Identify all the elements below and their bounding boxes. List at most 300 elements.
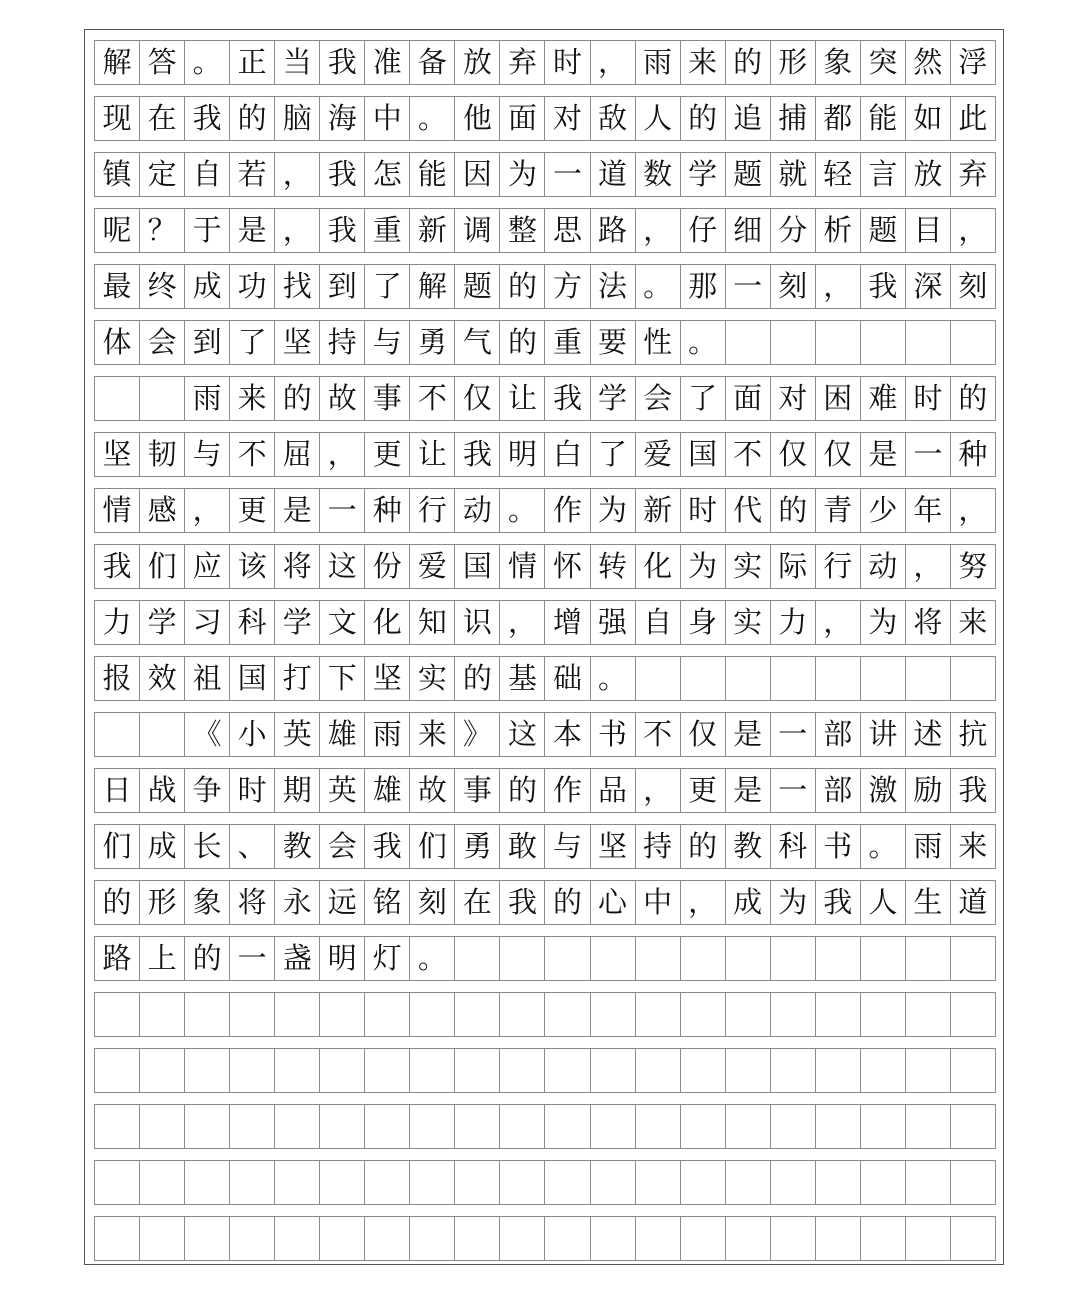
grid-cell: 知 xyxy=(410,601,455,644)
grid-cell: 在 xyxy=(455,881,500,924)
grid-cell: 仅 xyxy=(816,433,861,476)
grid-cell: ， xyxy=(320,433,365,476)
grid-cell: 我 xyxy=(95,545,140,588)
grid-cell: 最 xyxy=(95,265,140,308)
grid-cell: 捕 xyxy=(771,97,816,140)
grid-cell xyxy=(726,1105,771,1148)
grid-cell: 础 xyxy=(545,657,590,700)
grid-cell: 正 xyxy=(230,41,275,84)
grid-cell xyxy=(275,1049,320,1092)
grid-cell xyxy=(95,1049,140,1092)
grid-cell: 远 xyxy=(320,881,365,924)
grid-cell: 韧 xyxy=(140,433,185,476)
grid-cell xyxy=(861,1161,906,1204)
grid-cell: 心 xyxy=(591,881,636,924)
grid-cell: 的 xyxy=(681,825,726,868)
grid-cell: 题 xyxy=(861,209,906,252)
grid-cell: 与 xyxy=(365,321,410,364)
grid-cell: 是 xyxy=(726,769,771,812)
grid-row xyxy=(94,992,996,1037)
grid-cell: 动 xyxy=(861,545,906,588)
grid-cell: 的 xyxy=(500,769,545,812)
grid-cell xyxy=(500,1049,545,1092)
grid-cell xyxy=(275,993,320,1036)
grid-cell: 时 xyxy=(906,377,951,420)
grid-cell: 到 xyxy=(185,321,230,364)
grid-cell xyxy=(816,1217,861,1260)
grid-cell: 是 xyxy=(275,489,320,532)
grid-cell: 放 xyxy=(455,41,500,84)
grid-cell: 期 xyxy=(275,769,320,812)
grid-cell: 于 xyxy=(185,209,230,252)
grid-cell xyxy=(320,993,365,1036)
grid-cell: 仔 xyxy=(681,209,726,252)
grid-cell: 雨 xyxy=(906,825,951,868)
grid-cell xyxy=(545,1217,590,1260)
grid-cell: 体 xyxy=(95,321,140,364)
grid-cell: 一 xyxy=(545,153,590,196)
grid-cell: 。 xyxy=(681,321,726,364)
grid-cell: 法 xyxy=(591,265,636,308)
grid-cell xyxy=(636,657,681,700)
grid-row xyxy=(94,1104,996,1149)
grid-row xyxy=(94,656,996,701)
grid-cell: ？ xyxy=(140,209,185,252)
grid-cell: 为 xyxy=(500,153,545,196)
grid-cell: 。 xyxy=(410,937,455,980)
grid-cell: 整 xyxy=(500,209,545,252)
grid-cell: 的 xyxy=(726,41,771,84)
grid-cell: 分 xyxy=(771,209,816,252)
grid-cell: 是 xyxy=(726,713,771,756)
grid-cell xyxy=(636,1161,681,1204)
grid-cell: 习 xyxy=(185,601,230,644)
grid-cell: 面 xyxy=(726,377,771,420)
grid-cell: 因 xyxy=(455,153,500,196)
grid-cell: 仅 xyxy=(771,433,816,476)
grid-cell: 国 xyxy=(681,433,726,476)
grid-cell: 我 xyxy=(951,769,996,812)
grid-cell: 一 xyxy=(726,265,771,308)
grid-cell xyxy=(771,937,816,980)
grid-cell: 故 xyxy=(320,377,365,420)
grid-cell: 重 xyxy=(365,209,410,252)
grid-cell xyxy=(861,1105,906,1148)
grid-cell: 对 xyxy=(771,377,816,420)
grid-cell: 细 xyxy=(726,209,771,252)
grid-cell: 人 xyxy=(636,97,681,140)
grid-cell: 会 xyxy=(140,321,185,364)
grid-cell: 强 xyxy=(591,601,636,644)
grid-cell: 坚 xyxy=(275,321,320,364)
grid-cell: 脑 xyxy=(275,97,320,140)
grid-cell xyxy=(95,1217,140,1260)
grid-cell: 雨 xyxy=(185,377,230,420)
grid-cell xyxy=(771,993,816,1036)
grid-cell: 的 xyxy=(185,937,230,980)
grid-cell: 基 xyxy=(500,657,545,700)
grid-cell xyxy=(545,1161,590,1204)
grid-cell xyxy=(951,937,996,980)
grid-cell xyxy=(951,1105,996,1148)
grid-cell: 言 xyxy=(861,153,906,196)
grid-cell: 教 xyxy=(275,825,320,868)
grid-cell: 呢 xyxy=(95,209,140,252)
grid-cell: 力 xyxy=(95,601,140,644)
grid-cell: 目 xyxy=(906,209,951,252)
grid-cell xyxy=(95,1105,140,1148)
grid-cell xyxy=(140,377,185,420)
grid-cell: 是 xyxy=(230,209,275,252)
grid-cell: 。 xyxy=(500,489,545,532)
grid-cell xyxy=(951,1049,996,1092)
grid-cell: 教 xyxy=(726,825,771,868)
grid-cell: 《 xyxy=(185,713,230,756)
grid-cell: 数 xyxy=(636,153,681,196)
grid-cell: 困 xyxy=(816,377,861,420)
grid-cell: 祖 xyxy=(185,657,230,700)
grid-cell: 生 xyxy=(906,881,951,924)
grid-cell: 重 xyxy=(545,321,590,364)
grid-cell: 持 xyxy=(320,321,365,364)
grid-cell: 海 xyxy=(320,97,365,140)
grid-cell xyxy=(906,1161,951,1204)
grid-cell xyxy=(681,937,726,980)
grid-cell: 一 xyxy=(320,489,365,532)
grid-cell: 化 xyxy=(365,601,410,644)
grid-cell: 象 xyxy=(816,41,861,84)
grid-cell: 效 xyxy=(140,657,185,700)
grid-cell: 思 xyxy=(545,209,590,252)
grid-cell: 的 xyxy=(230,97,275,140)
grid-cell xyxy=(861,657,906,700)
grid-cell: 突 xyxy=(861,41,906,84)
grid-cell: 仅 xyxy=(681,713,726,756)
grid-cell: 我 xyxy=(500,881,545,924)
grid-cell: 力 xyxy=(771,601,816,644)
grid-cell: 来 xyxy=(951,825,996,868)
grid-row xyxy=(94,488,996,533)
grid-cell: 上 xyxy=(140,937,185,980)
grid-cell: 的 xyxy=(455,657,500,700)
grid-cell: 的 xyxy=(545,881,590,924)
grid-cell: 我 xyxy=(185,97,230,140)
grid-cell xyxy=(771,1105,816,1148)
grid-cell: 更 xyxy=(230,489,275,532)
grid-cell: 实 xyxy=(726,545,771,588)
grid-cell xyxy=(275,1105,320,1148)
grid-cell: 象 xyxy=(185,881,230,924)
grid-cell xyxy=(951,657,996,700)
grid-cell xyxy=(230,1161,275,1204)
grid-cell: 那 xyxy=(681,265,726,308)
grid-cell: ， xyxy=(591,41,636,84)
grid-cell: 雄 xyxy=(320,713,365,756)
grid-cell: 争 xyxy=(185,769,230,812)
grid-cell: 学 xyxy=(140,601,185,644)
grid-cell: 年 xyxy=(906,489,951,532)
grid-cell: 坚 xyxy=(365,657,410,700)
grid-cell: 国 xyxy=(230,657,275,700)
grid-cell: 形 xyxy=(771,41,816,84)
grid-row xyxy=(94,936,996,981)
grid-cell xyxy=(636,1217,681,1260)
grid-cell: 学 xyxy=(275,601,320,644)
grid-cell: ， xyxy=(951,209,996,252)
grid-cell xyxy=(185,1049,230,1092)
grid-cell: 》 xyxy=(455,713,500,756)
grid-cell xyxy=(410,1049,455,1092)
grid-cell: 浮 xyxy=(951,41,996,84)
grid-cell: 爱 xyxy=(410,545,455,588)
grid-cell: 我 xyxy=(365,825,410,868)
grid-cell: ， xyxy=(500,601,545,644)
grid-cell: 刻 xyxy=(951,265,996,308)
grid-cell xyxy=(861,993,906,1036)
grid-cell xyxy=(320,1161,365,1204)
grid-cell: 弃 xyxy=(500,41,545,84)
grid-row xyxy=(94,152,996,197)
grid-cell: 敢 xyxy=(500,825,545,868)
grid-cell: 国 xyxy=(455,545,500,588)
grid-cell xyxy=(365,1049,410,1092)
grid-cell: 文 xyxy=(320,601,365,644)
grid-cell xyxy=(365,1217,410,1260)
grid-cell: ， xyxy=(185,489,230,532)
grid-cell xyxy=(906,1217,951,1260)
grid-cell: 人 xyxy=(861,881,906,924)
grid-cell xyxy=(410,1161,455,1204)
grid-cell: 对 xyxy=(545,97,590,140)
grid-cell xyxy=(140,1217,185,1260)
grid-cell: 方 xyxy=(545,265,590,308)
grid-cell xyxy=(591,1217,636,1260)
grid-cell: 追 xyxy=(726,97,771,140)
grid-cell xyxy=(816,1105,861,1148)
grid-cell: 科 xyxy=(771,825,816,868)
grid-cell: 学 xyxy=(591,377,636,420)
grid-cell: 时 xyxy=(230,769,275,812)
grid-cell: 解 xyxy=(95,41,140,84)
grid-cell xyxy=(455,1217,500,1260)
grid-cell: 中 xyxy=(636,881,681,924)
grid-cell xyxy=(591,993,636,1036)
grid-cell: 会 xyxy=(320,825,365,868)
grid-cell: 路 xyxy=(591,209,636,252)
grid-cell xyxy=(636,993,681,1036)
grid-cell: 现 xyxy=(95,97,140,140)
grid-cell xyxy=(816,657,861,700)
grid-cell: 的 xyxy=(275,377,320,420)
grid-cell xyxy=(771,1049,816,1092)
grid-cell xyxy=(681,1105,726,1148)
grid-cell: 部 xyxy=(816,713,861,756)
grid-cell: 、 xyxy=(230,825,275,868)
grid-cell xyxy=(726,1049,771,1092)
grid-cell: 情 xyxy=(95,489,140,532)
grid-cell: 身 xyxy=(681,601,726,644)
grid-cell: 将 xyxy=(906,601,951,644)
grid-cell: 若 xyxy=(230,153,275,196)
grid-cell: 明 xyxy=(320,937,365,980)
grid-cell: 为 xyxy=(771,881,816,924)
grid-cell: 他 xyxy=(455,97,500,140)
grid-cell: 激 xyxy=(861,769,906,812)
grid-cell xyxy=(500,937,545,980)
grid-cell xyxy=(816,993,861,1036)
grid-cell xyxy=(140,993,185,1036)
grid-cell: 持 xyxy=(636,825,681,868)
grid-cell xyxy=(906,1105,951,1148)
grid-cell xyxy=(140,1161,185,1204)
grid-cell: 就 xyxy=(771,153,816,196)
grid-cell: 时 xyxy=(545,41,590,84)
grid-cell: 让 xyxy=(500,377,545,420)
grid-cell: 报 xyxy=(95,657,140,700)
grid-cell: 们 xyxy=(140,545,185,588)
grid-cell: 灯 xyxy=(365,937,410,980)
grid-cell: 仅 xyxy=(455,377,500,420)
grid-cell xyxy=(681,993,726,1036)
grid-cell: 不 xyxy=(636,713,681,756)
grid-cell: 应 xyxy=(185,545,230,588)
grid-cell: 来 xyxy=(681,41,726,84)
grid-cell: 能 xyxy=(410,153,455,196)
grid-cell: 了 xyxy=(365,265,410,308)
grid-cell xyxy=(185,1217,230,1260)
grid-cell xyxy=(185,993,230,1036)
grid-cell: 本 xyxy=(545,713,590,756)
grid-cell: 此 xyxy=(951,97,996,140)
grid-cell xyxy=(455,1105,500,1148)
grid-cell xyxy=(455,1049,500,1092)
grid-cell xyxy=(771,1217,816,1260)
grid-cell: 能 xyxy=(861,97,906,140)
grid-cell: 深 xyxy=(906,265,951,308)
grid-cell xyxy=(771,321,816,364)
grid-cell xyxy=(500,993,545,1036)
grid-cell: 份 xyxy=(365,545,410,588)
grid-cell: 怀 xyxy=(545,545,590,588)
grid-cell: 们 xyxy=(410,825,455,868)
grid-cell: 讲 xyxy=(861,713,906,756)
grid-cell xyxy=(906,321,951,364)
grid-cell xyxy=(816,937,861,980)
grid-cell xyxy=(726,321,771,364)
grid-cell xyxy=(185,1161,230,1204)
grid-cell xyxy=(500,1217,545,1260)
grid-cell xyxy=(455,1161,500,1204)
grid-row xyxy=(94,432,996,477)
grid-cell: 述 xyxy=(906,713,951,756)
grid-cell: 增 xyxy=(545,601,590,644)
grid-cell: 了 xyxy=(681,377,726,420)
grid-cell: 成 xyxy=(726,881,771,924)
grid-cell xyxy=(230,1049,275,1092)
grid-cell xyxy=(545,993,590,1036)
grid-cell xyxy=(951,1217,996,1260)
grid-cell: 际 xyxy=(771,545,816,588)
grid-cell: 题 xyxy=(726,153,771,196)
grid-cell: 学 xyxy=(681,153,726,196)
grid-cell: 英 xyxy=(320,769,365,812)
grid-cell: 我 xyxy=(816,881,861,924)
grid-cell: ， xyxy=(681,881,726,924)
grid-cell: 为 xyxy=(861,601,906,644)
grid-cell: 品 xyxy=(591,769,636,812)
grid-cell: 化 xyxy=(636,545,681,588)
grid-cell: 找 xyxy=(275,265,320,308)
grid-cell: 该 xyxy=(230,545,275,588)
grid-cell: 科 xyxy=(230,601,275,644)
grid-cell: 情 xyxy=(500,545,545,588)
grid-cell: 自 xyxy=(185,153,230,196)
grid-cell xyxy=(545,1049,590,1092)
grid-cell: 气 xyxy=(455,321,500,364)
grid-row xyxy=(94,376,996,421)
grid-cell: 日 xyxy=(95,769,140,812)
grid-cell xyxy=(410,1105,455,1148)
grid-cell: 铭 xyxy=(365,881,410,924)
grid-cell xyxy=(95,1161,140,1204)
grid-cell: 我 xyxy=(545,377,590,420)
grid-cell: 。 xyxy=(185,41,230,84)
grid-cell: 屈 xyxy=(275,433,320,476)
grid-cell: 我 xyxy=(861,265,906,308)
grid-cell: 中 xyxy=(365,97,410,140)
grid-cell xyxy=(410,1217,455,1260)
grid-cell: 们 xyxy=(95,825,140,868)
grid-row xyxy=(94,712,996,757)
grid-cell xyxy=(591,1161,636,1204)
grid-cell xyxy=(681,1217,726,1260)
grid-cell: 终 xyxy=(140,265,185,308)
grid-cell: 题 xyxy=(455,265,500,308)
grid-cell: 。 xyxy=(861,825,906,868)
grid-cell: 下 xyxy=(320,657,365,700)
grid-cell xyxy=(140,713,185,756)
grid-cell xyxy=(95,377,140,420)
grid-cell xyxy=(455,937,500,980)
grid-cell: ， xyxy=(951,489,996,532)
grid-cell xyxy=(681,1161,726,1204)
grid-cell: 识 xyxy=(455,601,500,644)
grid-cell: 新 xyxy=(636,489,681,532)
grid-row xyxy=(94,1160,996,1205)
grid-cell xyxy=(140,1049,185,1092)
grid-cell: 小 xyxy=(230,713,275,756)
grid-cell xyxy=(906,937,951,980)
grid-cell: 更 xyxy=(681,769,726,812)
grid-cell xyxy=(500,1161,545,1204)
grid-cell: 刻 xyxy=(771,265,816,308)
grid-cell: 的 xyxy=(681,97,726,140)
grid-cell: ， xyxy=(816,265,861,308)
grid-cell: 这 xyxy=(500,713,545,756)
grid-cell: 感 xyxy=(140,489,185,532)
grid-row xyxy=(94,768,996,813)
grid-cell: 作 xyxy=(545,769,590,812)
grid-cell: 与 xyxy=(545,825,590,868)
grid-cell: 不 xyxy=(230,433,275,476)
grid-cell: 形 xyxy=(140,881,185,924)
grid-cell: 雨 xyxy=(636,41,681,84)
grid-cell: 事 xyxy=(365,377,410,420)
grid-cell xyxy=(771,657,816,700)
grid-cell xyxy=(320,1217,365,1260)
grid-cell: 性 xyxy=(636,321,681,364)
grid-cell: 我 xyxy=(320,209,365,252)
